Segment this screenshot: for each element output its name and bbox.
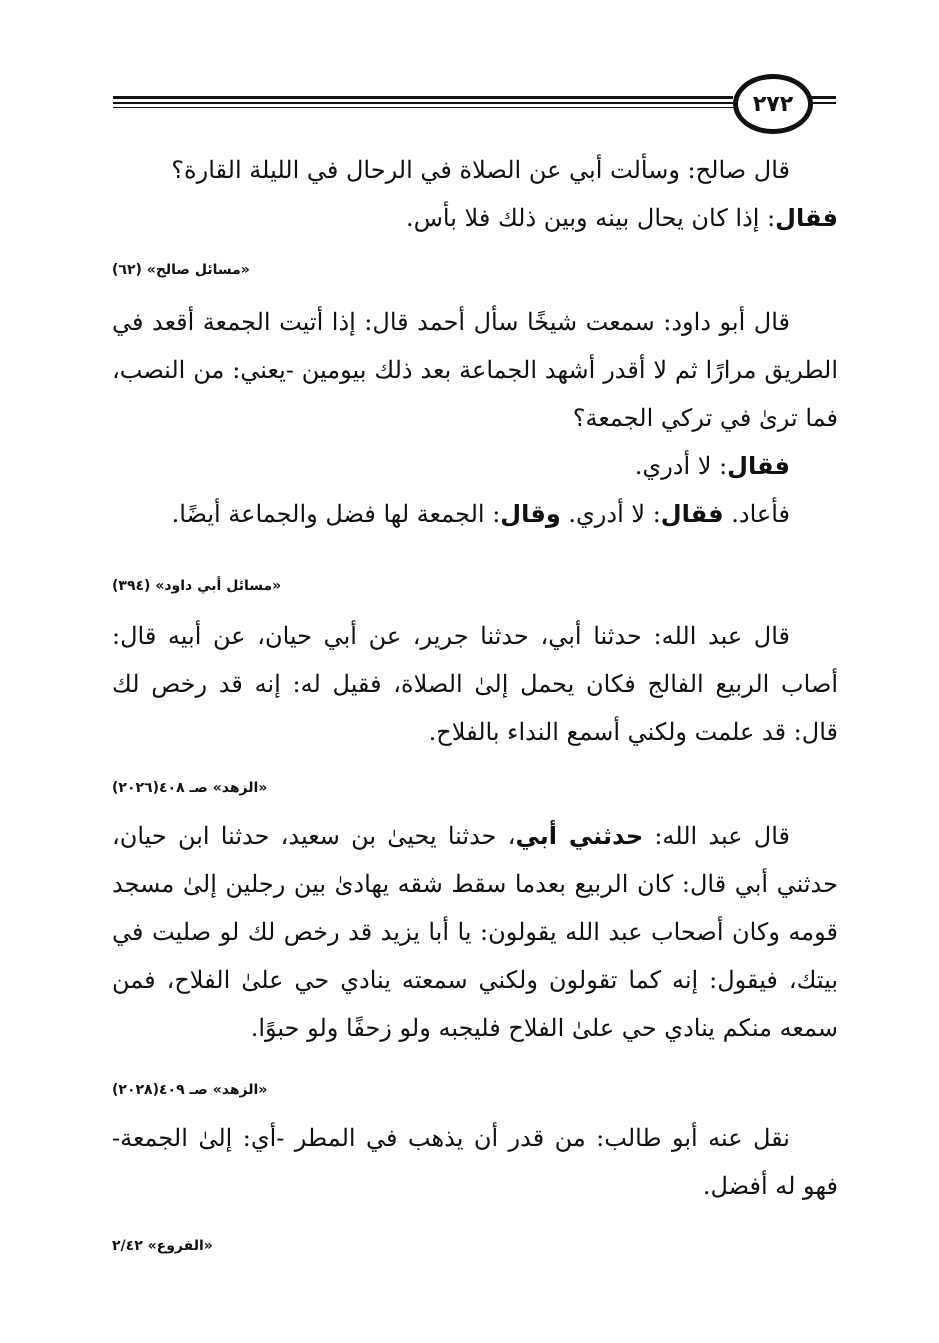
paragraph-text: قال صالح: وسألت أبي عن الصلاة في الرحال في الليلة القارة؟: [171, 156, 790, 184]
paragraph-text: قال أبو داود: سمعت شيخًا سأل أحمد قال: إذا أتيت الجمعة أقعد في الطريق مرارًا ثم لا أقدر أشهد الجماعة بعد ذلك بيومين -يعني: من النصب، فما ترىٰ في تركي الجمعة؟: [112, 308, 838, 432]
paragraph-text: : لا أدري.: [560, 500, 661, 528]
paragraph: [112, 1114, 838, 1210]
speaker-label: حدثني أبي: [515, 822, 644, 850]
paragraph: [112, 146, 838, 194]
source-citation: «الفروع» ٢/٤٢: [112, 1238, 213, 1254]
source-citation: «الزهد» صـ ٤٠٩(٢٠٢٨): [112, 1082, 268, 1098]
page-number: ٢٧٢: [733, 74, 813, 134]
paragraph: [112, 612, 838, 756]
text-block: [112, 146, 838, 242]
paragraph-text: : لا أدري.: [634, 452, 728, 480]
speaker-label: فقال: [660, 500, 724, 528]
speaker-label: فقال: [727, 452, 790, 480]
paragraph-text: : إذا كان يحال بينه وبين ذلك فلا بأس.: [405, 204, 776, 232]
source-citation: «مسائل صالح» (٦٢): [112, 262, 250, 278]
paragraph: [112, 490, 838, 538]
text-block: [112, 612, 838, 756]
text-block: [112, 298, 838, 538]
header-rule: [113, 102, 733, 104]
text-block: [112, 1114, 838, 1210]
speaker-label: وقال: [500, 500, 561, 528]
paragraph: [112, 442, 838, 490]
paragraph-text: قال عبد الله:: [643, 822, 790, 850]
header-rule: [113, 96, 733, 99]
header-rule: [113, 107, 733, 108]
text-block: [112, 812, 838, 1052]
paragraph-text: ، حدثنا يحيىٰ بن سعيد، حدثنا ابن حيان، حدثني أبي قال: كان الربيع بعدما سقط شقه يهادىٰ بين رجلين إلىٰ مسجد قومه وكان أصحاب عبد الله يقولون: يا أبا يزيد قد رخص لك لو صليت في بيتك، فيقول: إنه كما تقولون ولكني سمعته ينادي حي علىٰ الفلاح، فمن سمعه منكم ينادي حي علىٰ الفلاح فليجبه ولو زحفًا ولو حبوًا.: [112, 822, 838, 1042]
paragraph: [112, 298, 838, 442]
paragraph-text: قال عبد الله: حدثنا أبي، حدثنا جرير، عن أبي حيان، عن أبيه قال: أصاب الربيع الفالج فكان يحمل إلىٰ الصلاة، فقيل له: إنه قد رخص لك قال: قد علمت ولكني أسمع النداء بالفلاح.: [112, 622, 838, 746]
speaker-label: فقال: [775, 204, 838, 232]
paragraph-text: فأعاد.: [723, 500, 790, 528]
paragraph: [112, 812, 838, 1052]
source-citation: «مسائل أبي داود» (٣٩٤): [112, 578, 282, 594]
paragraph: [112, 194, 838, 242]
paragraph-text: نقل عنه أبو طالب: من قدر أن يذهب في المطر -أي: إلىٰ الجمعة- فهو له أفضل.: [112, 1124, 838, 1200]
source-citation: «الزهد» صـ ٤٠٨(٢٠٢٦): [112, 780, 268, 796]
paragraph-text: : الجمعة لها فضل والجماعة أيضًا.: [171, 500, 501, 528]
